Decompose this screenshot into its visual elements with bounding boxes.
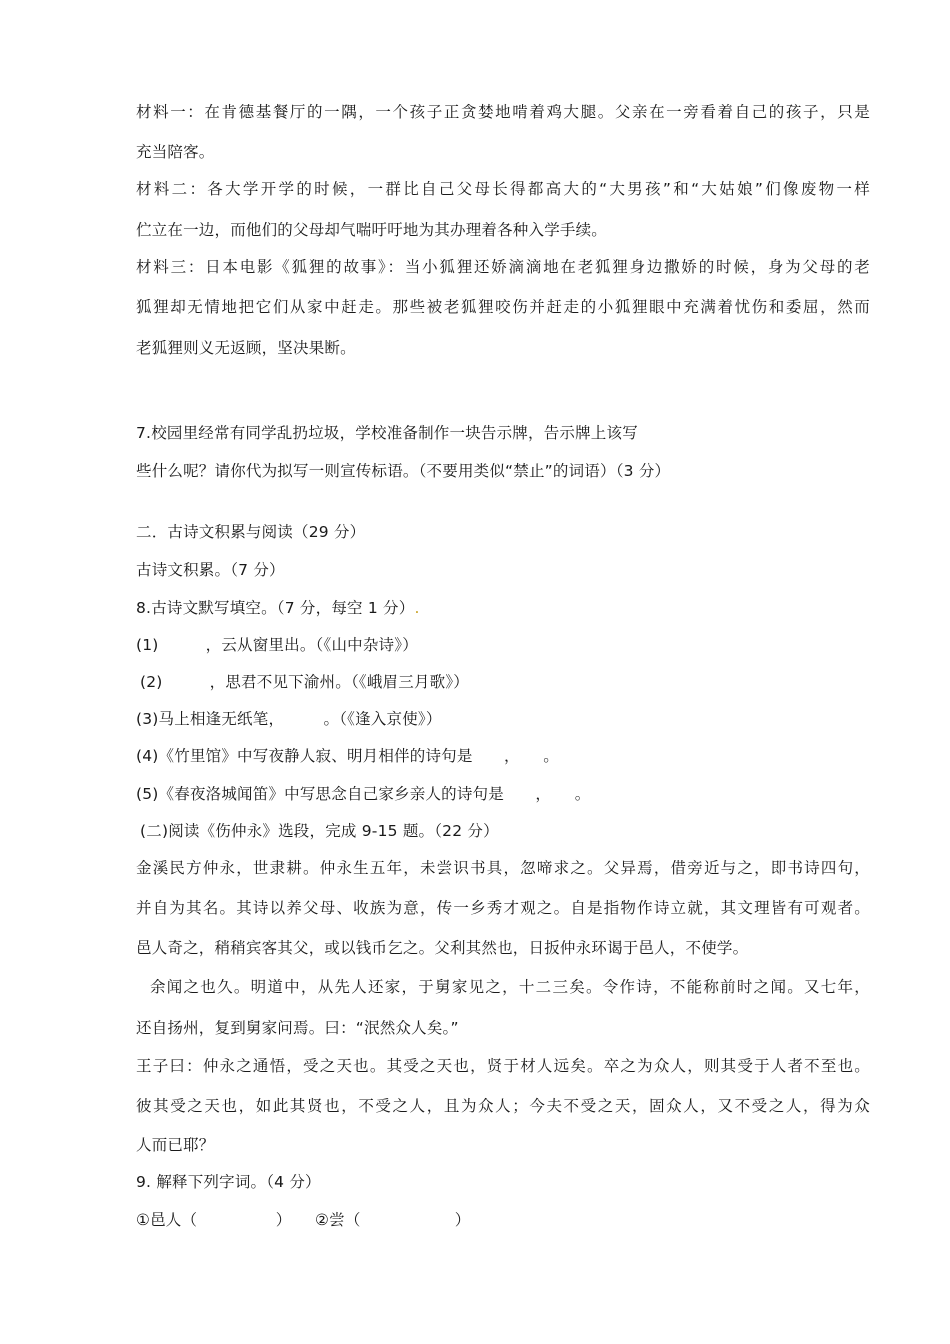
material-3-line-1: 材料三：日本电影《狐狸的故事》：当小狐狸还娇滴滴地在老狐狸身边撒娇的时候，身为父母的老 [136,258,870,276]
material-3-line-2: 狐狸却无情地把它们从家中赶走。那些被老狐狸咬伤并赶走的小狐狸眼中充满着忧伤和委屈，然而 [136,298,870,316]
reading-p1-line-1: 金溪民方仲永，世隶耕。仲永生五年，未尝识书具，忽啼求之。父异焉，借旁近与之，即书诗四句， [136,859,870,877]
reading-p3-line-2: 彼其受之天也，如此其贤也，不受之人，且为众人；今夫不受之天，固众人，又不受之人，得为众 [136,1097,870,1115]
question-7-line-1: 7.校园里经常有同学乱扔垃圾，学校准备制作一块告示牌，告示牌上该写 [136,424,638,442]
reading-p1-line-3: 邑人奇之，稍稍宾客其父，或以钱币乞之。父利其然也，日扳仲永环谒于邑人，不使学。 [136,939,749,957]
section-2-title: 二．古诗文积累与阅读（29 分） [136,523,366,541]
question-8-item-2: (2) ，思君不见下渝州。（《峨眉三月歌》） [140,673,470,691]
reading-p2-line-2: 还自扬州，复到舅家问焉。曰：“泯然众人矣。” [136,1019,459,1037]
question-8-item-3: (3)马上相逢无纸笔， 。（《逢入京使》） [136,710,442,728]
question-8-item-5: (5)《春夜洛城闻笛》中写思念自己家乡亲人的诗句是 ， 。 [136,785,591,803]
question-8-dot: . [414,599,420,617]
question-7-line-2: 些什么呢？请你代为拟写一则宣传标语。（不要用类似“禁止”的词语）（3 分） [136,462,671,480]
material-1-line-1: 材料一：在肯德基餐厅的一隅，一个孩子正贪婪地啃着鸡大腿。父亲在一旁看着自己的孩子，只是 [136,103,870,121]
material-1-line-2: 充当陪客。 [136,143,215,161]
reading-p1-line-2: 并自为其名。其诗以养父母、收族为意，传一乡秀才观之。自是指物作诗立就，其文理皆有可观者。 [136,899,870,917]
material-2-line-1: 材料二：各大学开学的时候，一群比自己父母长得都高大的“大男孩”和“大姑娘”们像废物一样 [136,180,870,198]
question-8-item-1: (1) ，云从窗里出。（《山中杂诗》） [136,636,418,654]
reading-p2-line-1: 余闻之也久。明道中，从先人还家，于舅家见之，十二三矣。令作诗，不能称前时之闻。又七年， [150,978,870,996]
question-9-title: 9. 解释下列字词。（4 分） [136,1173,321,1191]
question-8-title-text: 8.古诗文默写填空。（7 分，每空 1 分） [136,599,415,617]
reading-title: (二)阅读《伤仲永》选段，完成 9-15 题。（22 分） [140,822,499,840]
material-2-line-2: 伫立在一边，而他们的父母却气喘吁吁地为其办理着各种入学手续。 [136,221,608,239]
question-8-title [136,597,870,619]
question-8-item-4: (4)《竹里馆》中写夜静人寂、明月相伴的诗句是 ， 。 [136,747,560,765]
question-9-answers: ①邑人（ ） ②尝（ ） [136,1211,471,1229]
reading-p3-line-3: 人而已耶？ [136,1136,215,1154]
section-2-subtitle: 古诗文积累。（7 分） [136,561,285,579]
material-3-line-3: 老狐狸则义无返顾，坚决果断。 [136,339,356,357]
reading-p3-line-1: 王子曰：仲永之通悟，受之天也。其受之天也，贤于材人远矣。卒之为众人，则其受于人者不至也。 [136,1057,870,1075]
